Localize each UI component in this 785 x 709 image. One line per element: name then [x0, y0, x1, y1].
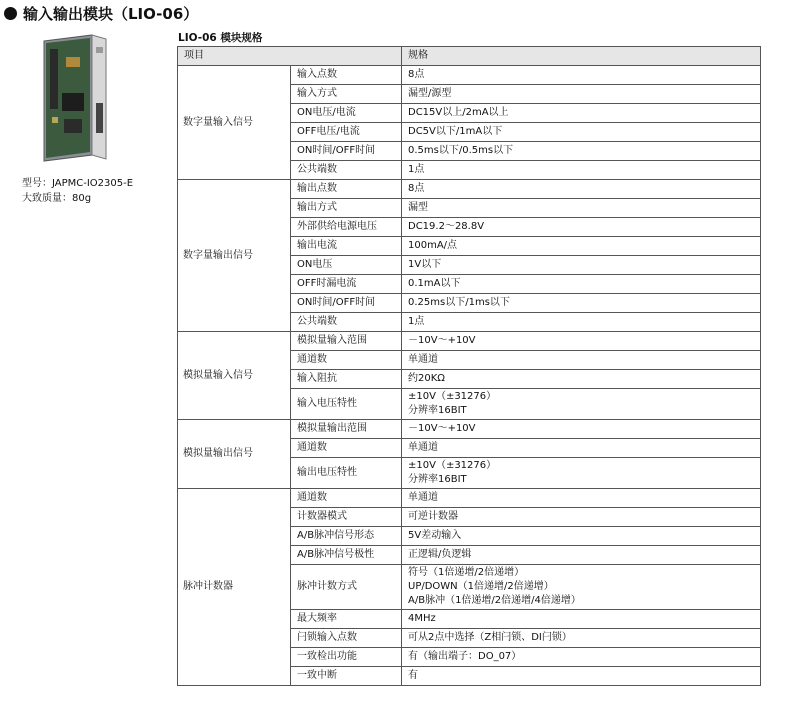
table-title: LIO-06 模块规格 — [178, 32, 263, 44]
spec-value-line: ±10V（±31276） — [408, 391, 497, 402]
spec-value-line: －10V～+10V — [408, 423, 476, 434]
spec-label: ON电压/电流 — [291, 104, 402, 123]
spec-value — [402, 180, 761, 199]
model-number: 型号：JAPMC-IO2305-E — [22, 178, 134, 189]
spec-value — [402, 313, 761, 332]
spec-value-line: A/B脉冲（1倍递增/2倍递增/4倍递增） — [408, 595, 581, 606]
spec-value-line: 100mA/点 — [408, 240, 458, 251]
spec-value — [402, 389, 761, 420]
spec-label: 输入点数 — [291, 66, 402, 85]
spec-value — [402, 508, 761, 527]
spec-value-line: UP/DOWN（1倍递增/2倍递增） — [408, 581, 554, 592]
spec-label: ON时间/OFF时间 — [291, 142, 402, 161]
spec-value-line: 有 — [408, 670, 418, 681]
spec-value — [402, 199, 761, 218]
header-spec: 规格 — [402, 47, 761, 66]
spec-label: 输出方式 — [291, 199, 402, 218]
spec-value-line: DC15V以上/2mA以上 — [408, 107, 509, 118]
spec-label: OFF电压/电流 — [291, 123, 402, 142]
header-item: 项目 — [178, 47, 402, 66]
spec-label: 一致检出功能 — [291, 648, 402, 667]
group-label: 数字量输出信号 — [178, 180, 291, 332]
spec-value-line: 分辨率16BIT — [408, 405, 467, 416]
spec-value-line: ±10V（±31276） — [408, 460, 497, 471]
product-meta — [22, 176, 133, 206]
spec-label: 输入方式 — [291, 85, 402, 104]
spec-label: 通道数 — [291, 439, 402, 458]
spec-value-line: 8点 — [408, 183, 425, 194]
spec-value — [402, 667, 761, 686]
spec-value — [402, 294, 761, 313]
table-header-row — [178, 47, 761, 66]
spec-value-line: DC5V以下/1mA以下 — [408, 126, 503, 137]
spec-value-line: 单通道 — [408, 354, 438, 365]
spec-label: 最大频率 — [291, 610, 402, 629]
table-row — [178, 332, 761, 351]
spec-value — [402, 104, 761, 123]
spec-value — [402, 458, 761, 489]
spec-label: 通道数 — [291, 351, 402, 370]
spec-label: 输出电流 — [291, 237, 402, 256]
spec-value-line: 有（输出端子：DO_07） — [408, 651, 522, 662]
spec-label: 计数器模式 — [291, 508, 402, 527]
spec-label: 输出电压特性 — [291, 458, 402, 489]
spec-value — [402, 66, 761, 85]
spec-value-line: 正逻辑/负逻辑 — [408, 549, 472, 560]
spec-value — [402, 256, 761, 275]
spec-value — [402, 610, 761, 629]
page-title: 输入输出模块（LIO-06） — [23, 5, 199, 23]
spec-value-line: 符号（1倍递增/2倍递增） — [408, 567, 525, 578]
spec-value-line: 0.1mA以下 — [408, 278, 461, 289]
io-module-image — [36, 33, 118, 165]
spec-value-line: 4MHz — [408, 613, 436, 624]
spec-label: 一致中断 — [291, 667, 402, 686]
page-heading — [4, 3, 198, 24]
spec-value-line: 可从2点中选择（Z相闩锁、DI闩锁） — [408, 632, 572, 643]
group-label: 模拟量输出信号 — [178, 420, 291, 489]
spec-value-line: 漏型/源型 — [408, 88, 452, 99]
spec-value-line: 单通道 — [408, 442, 438, 453]
spec-value — [402, 123, 761, 142]
spec-value — [402, 489, 761, 508]
weight: 大致质量：80g — [22, 193, 92, 204]
spec-value — [402, 648, 761, 667]
spec-value-line: 1点 — [408, 164, 425, 175]
spec-value-line: －10V～+10V — [408, 335, 476, 346]
spec-label: ON电压 — [291, 256, 402, 275]
spec-label: 通道数 — [291, 489, 402, 508]
group-label: 脉冲计数器 — [178, 489, 291, 686]
spec-label: 模拟量输入范围 — [291, 332, 402, 351]
spec-label: 脉冲计数方式 — [291, 565, 402, 610]
spec-value — [402, 629, 761, 648]
spec-label: 模拟量输出范围 — [291, 420, 402, 439]
spec-label: 输出点数 — [291, 180, 402, 199]
spec-label: 外部供给电源电压 — [291, 218, 402, 237]
group-label: 数字量输入信号 — [178, 66, 291, 180]
spec-value — [402, 439, 761, 458]
spec-value — [402, 565, 761, 610]
spec-value — [402, 351, 761, 370]
group-label: 模拟量输入信号 — [178, 332, 291, 420]
spec-label: A/B脉冲信号极性 — [291, 546, 402, 565]
spec-value-line: 5V差动输入 — [408, 530, 462, 541]
spec-value-line: 约20KΩ — [408, 373, 445, 384]
spec-value — [402, 275, 761, 294]
spec-value-line: 0.5ms以下/0.5ms以下 — [408, 145, 514, 156]
spec-value-line: 0.25ms以下/1ms以下 — [408, 297, 510, 308]
spec-label: OFF时漏电流 — [291, 275, 402, 294]
spec-value-line: 8点 — [408, 69, 425, 80]
spec-label: ON时间/OFF时间 — [291, 294, 402, 313]
table-row — [178, 66, 761, 85]
spec-value-line: 1点 — [408, 316, 425, 327]
spec-value-line: 可逆计数器 — [408, 511, 458, 522]
table-row — [178, 489, 761, 508]
spec-label: 输入电压特性 — [291, 389, 402, 420]
spec-value — [402, 370, 761, 389]
spec-table — [177, 46, 761, 686]
spec-value-line: 分辨率16BIT — [408, 474, 467, 485]
spec-value — [402, 142, 761, 161]
spec-value — [402, 218, 761, 237]
spec-value-line: 单通道 — [408, 492, 438, 503]
spec-value — [402, 546, 761, 565]
spec-value-line: 漏型 — [408, 202, 428, 213]
spec-label: 输入阻抗 — [291, 370, 402, 389]
table-row — [178, 420, 761, 439]
spec-label: 公共端数 — [291, 313, 402, 332]
spec-value — [402, 237, 761, 256]
table-row — [178, 180, 761, 199]
spec-label: 闩锁输入点数 — [291, 629, 402, 648]
bullet-icon — [4, 7, 17, 20]
spec-value — [402, 527, 761, 546]
spec-label: A/B脉冲信号形态 — [291, 527, 402, 546]
spec-label: 公共端数 — [291, 161, 402, 180]
spec-value — [402, 332, 761, 351]
spec-value — [402, 85, 761, 104]
spec-value-line: DC19.2～28.8V — [408, 221, 485, 232]
spec-value — [402, 161, 761, 180]
spec-value-line: 1V以下 — [408, 259, 442, 270]
spec-value — [402, 420, 761, 439]
